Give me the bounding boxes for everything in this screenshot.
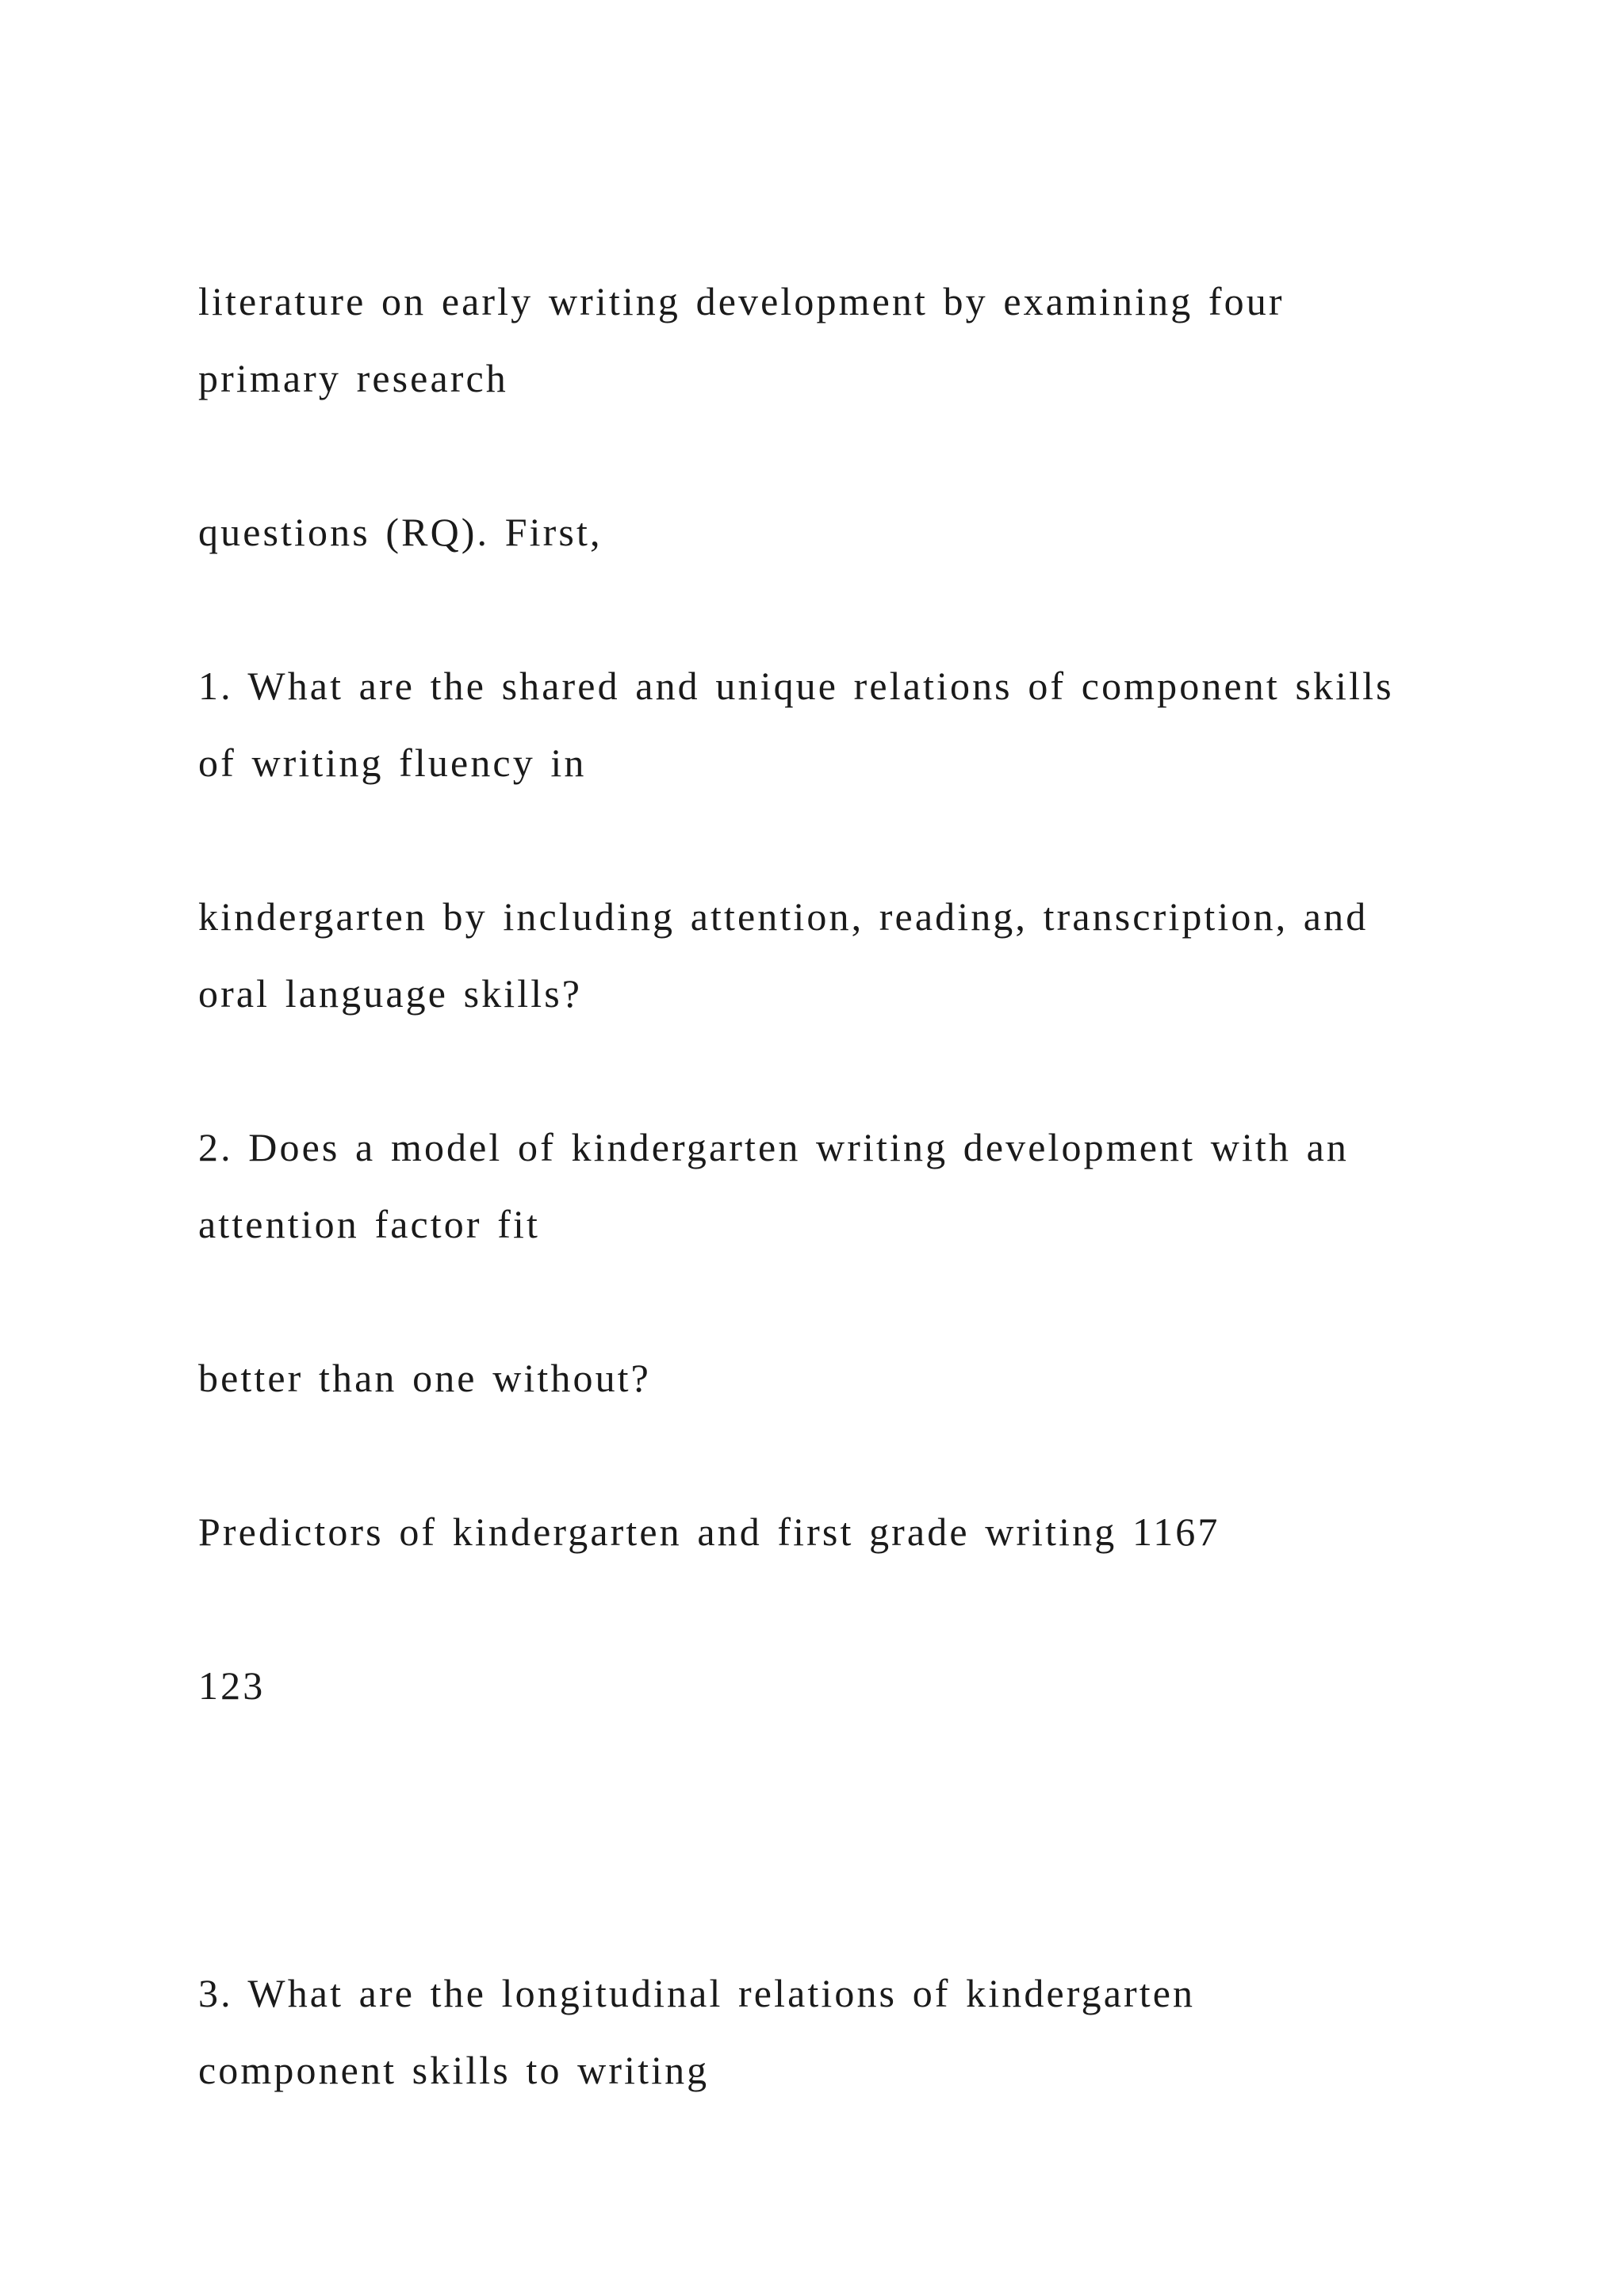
running-footer: Predictors of kindergarten and first grade writing 1167 [198, 1510, 1220, 1554]
text-line-2: primary research [198, 356, 508, 400]
text-line-9: attention factor fit [198, 1202, 540, 1246]
text-line-12: component skills to writing [198, 2048, 710, 2092]
text-line-4: 1. What are the shared and unique relations of component skills [198, 664, 1394, 708]
text-line-5: of writing fluency in [198, 740, 587, 785]
text-line-10: better than one without? [198, 1356, 651, 1400]
text-line-1: literature on early writing development by examining four [198, 279, 1285, 323]
text-line-8: 2. Does a model of kindergarten writing development with an [198, 1125, 1350, 1169]
text-line-6: kindergarten by including attention, reading, transcription, and [198, 894, 1369, 939]
text-line-3: questions (RQ). First, [198, 510, 603, 554]
text-line-7: oral language skills? [198, 971, 583, 1016]
page-number: 123 [198, 1663, 266, 1708]
text-line-11: 3. What are the longitudinal relations of kindergarten [198, 1971, 1196, 2015]
